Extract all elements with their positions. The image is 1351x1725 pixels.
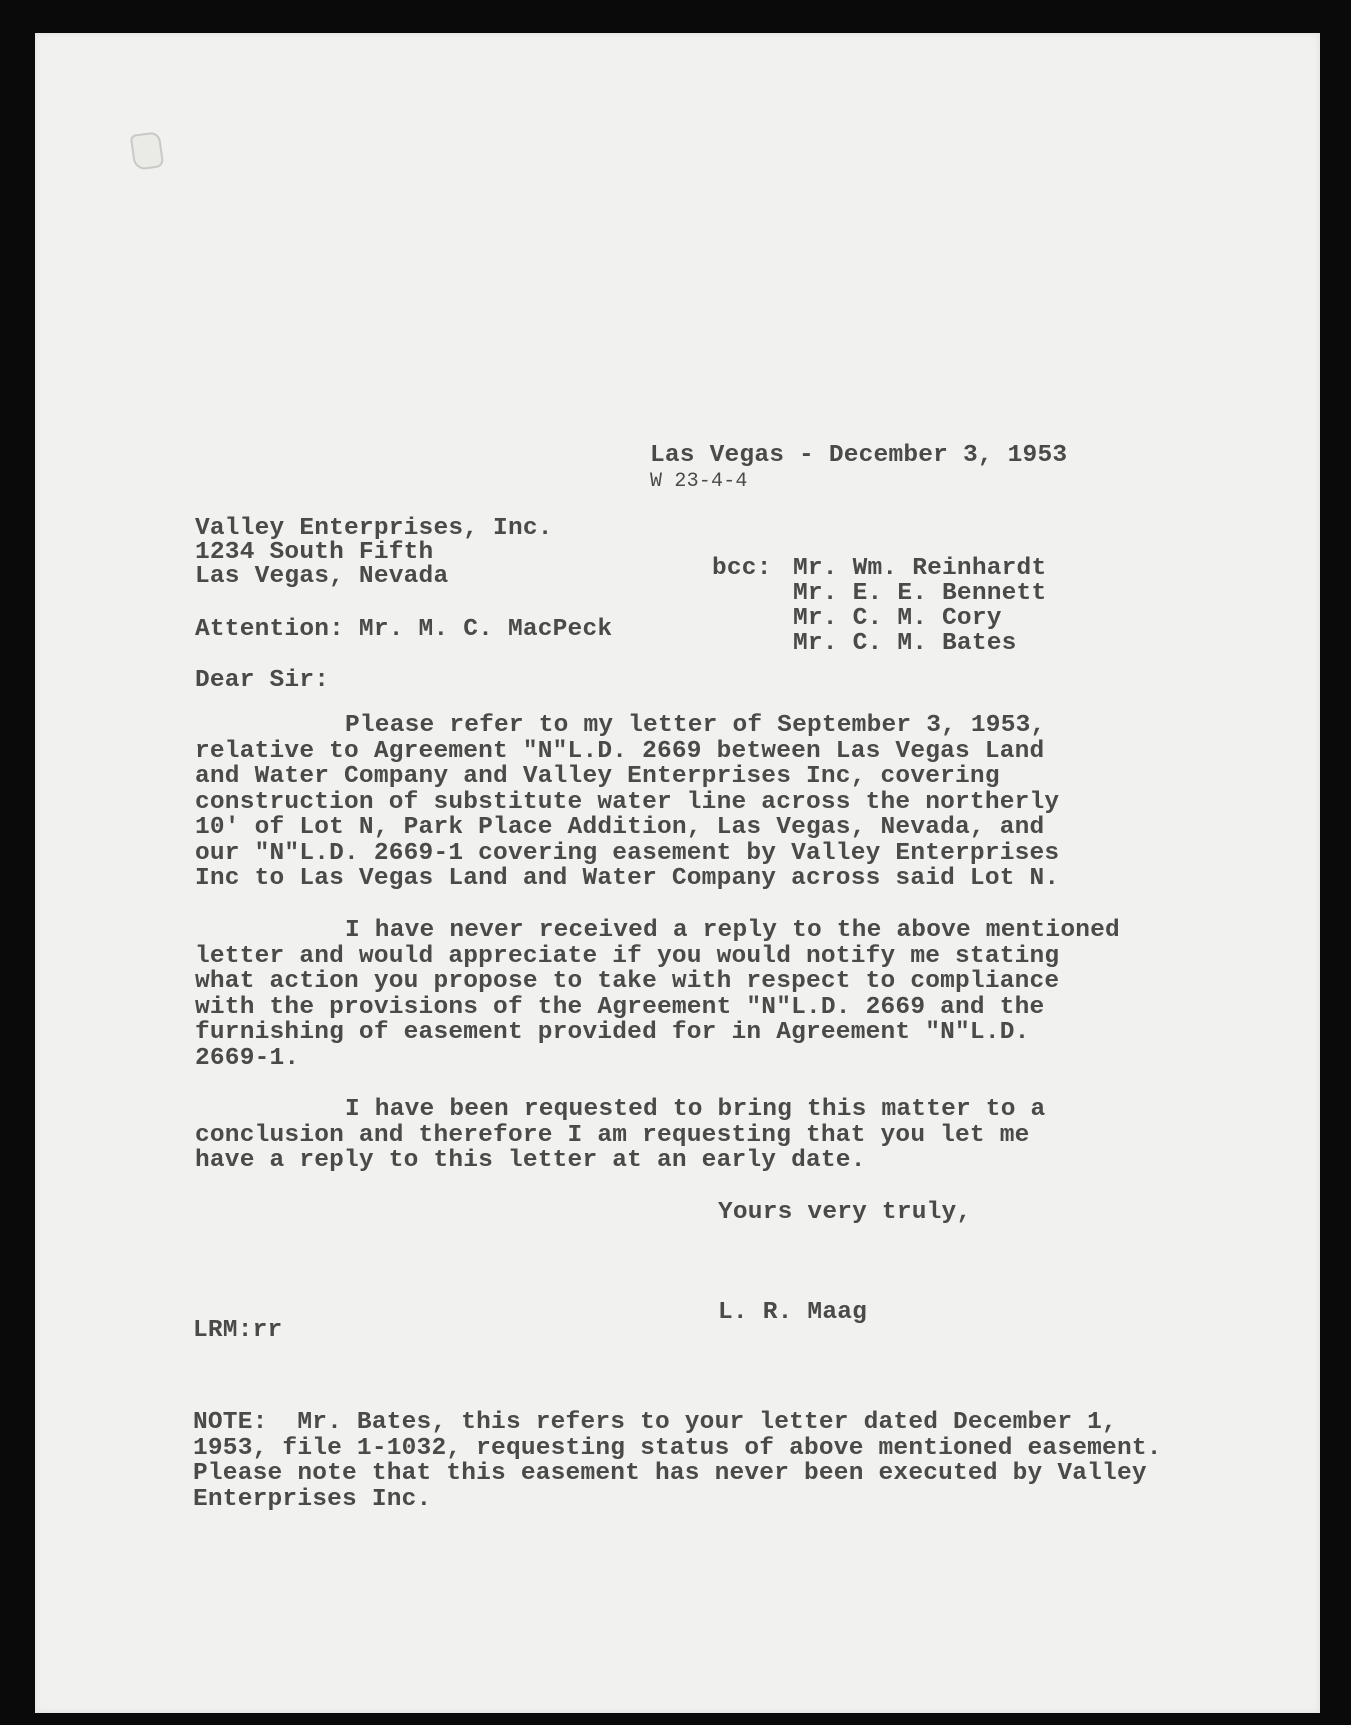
body-paragraph-3: I have been requested to bring this matter to a conclusion and therefore I am requesting that you let me have a reply to this letter at an early date. — [195, 1096, 1046, 1174]
body-paragraph-2: I have never received a reply to the above mentioned letter and would appreciate if you would notify me stating what action you propose to take with respect to compliance with the provisions of the Agreement "N"L.D. 2669 and the furnishing of easement provided for in Agreement "N"L.D. 2669-1. — [195, 917, 1120, 1072]
bcc-recipient: Mr. E. E. Bennett — [793, 580, 1047, 607]
signer-name: L. R. Maag — [718, 1299, 868, 1326]
file-reference: W 23-4-4 — [650, 470, 748, 493]
addressee-line-3: Las Vegas, Nevada — [195, 563, 449, 590]
bcc-recipient: Mr. Wm. Reinhardt — [793, 555, 1047, 582]
body-paragraph-1: Please refer to my letter of September 3, 1953, relative to Agreement "N"L.D. 2669 between Las Vegas Land and Water Company and Valley Enterprises Inc, covering construction of substitute water line across the northerly 10' of Lot N, Park Place Addition, Las Vegas, Nevada, and our "N"L.D. 2669-1 covering easement by Valley Enterprises Inc to Las Vegas Land and Water Company across said Lot N. — [195, 712, 1060, 892]
bcc-recipient: Mr. C. M. Bates — [793, 630, 1017, 657]
bcc-label: bcc: — [712, 555, 772, 582]
bcc-recipient: Mr. C. M. Cory — [793, 605, 1002, 632]
salutation: Dear Sir: — [195, 667, 330, 694]
note-paragraph: NOTE: Mr. Bates, this refers to your letter dated December 1, 1953, file 1-1032, requesting status of above mentioned easement. Please note that this easement has never been executed by Valley Enterprises Inc. — [193, 1409, 1162, 1513]
punch-hole — [130, 131, 165, 171]
place-date: Las Vegas - December 3, 1953 — [650, 442, 1068, 469]
closing: Yours very truly, — [718, 1199, 972, 1226]
addressee-line-2: 1234 South Fifth — [195, 539, 434, 566]
typist-initials: LRM:rr — [193, 1317, 283, 1344]
attention-line: Attention: Mr. M. C. MacPeck — [195, 616, 613, 643]
addressee-line-1: Valley Enterprises, Inc. — [195, 515, 553, 542]
